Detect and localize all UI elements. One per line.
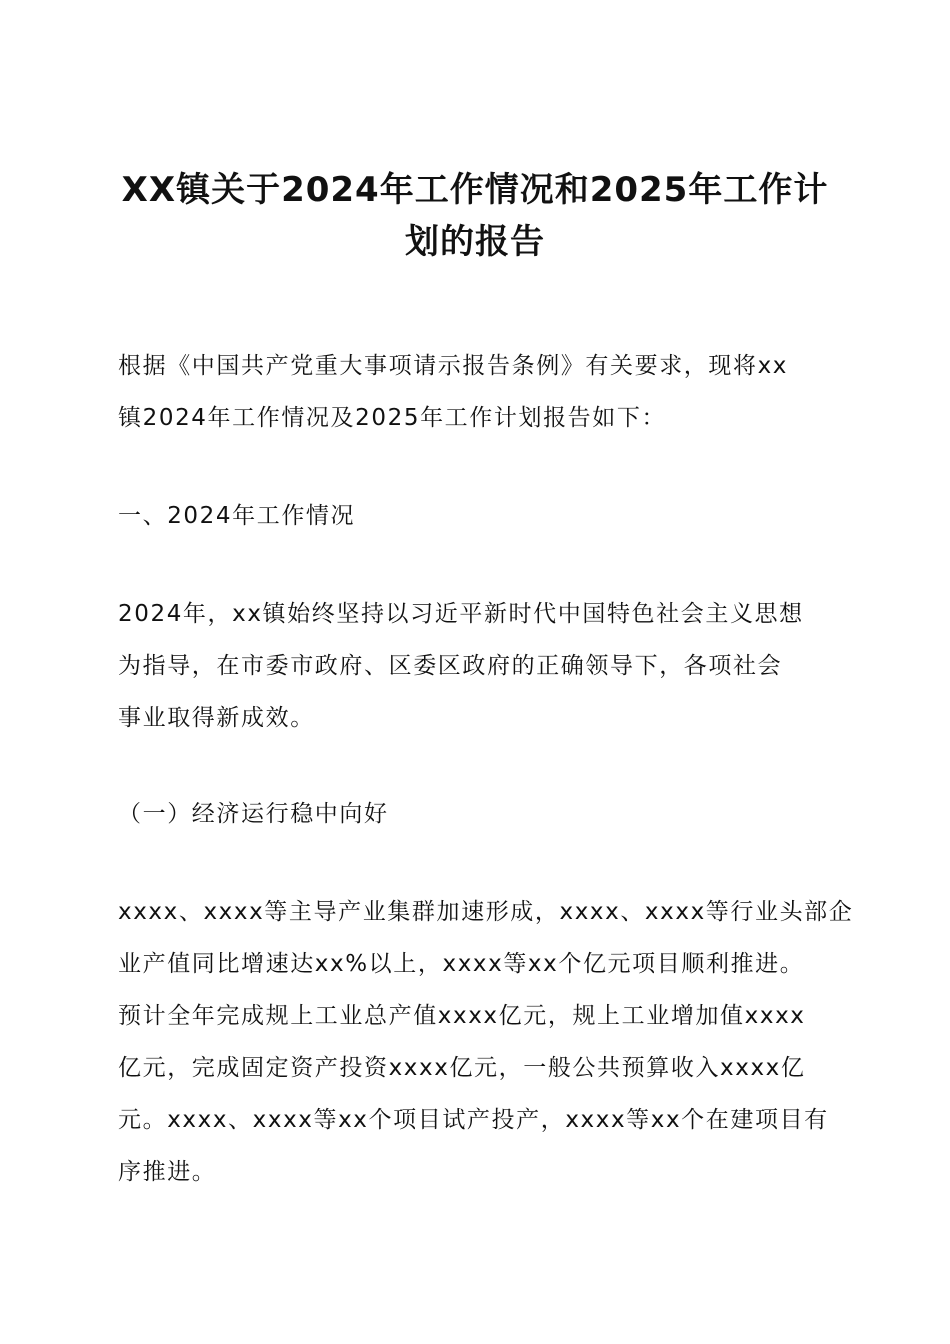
section-one-paragraph [118,588,830,744]
paragraph-line: 镇2024年工作情况及2025年工作计划报告如下： [118,405,667,431]
paragraph-line: 元。xxxx、xxxx等xx个项目试产投产，xxxx等xx个在建项目有 [118,1107,829,1133]
title-line: 划的报告 [405,222,545,262]
paragraph-line: 2024年，xx镇始终坚持以习近平新时代中国特色社会主义思想 [118,601,804,627]
paragraph-line: 业产值同比增速达xx%以上，xxxx等xx个亿元项目顺利推进。 [118,951,805,977]
paragraph-line: xxxx、xxxx等主导产业集群加速形成，xxxx、xxxx等行业头部企 [118,899,854,925]
paragraph-line: 亿元，完成固定资产投资xxxx亿元，一般公共预算收入xxxx亿 [118,1055,806,1081]
title-line: XX镇关于2024年工作情况和2025年工作计 [121,170,829,210]
paragraph-line: 预计全年完成规上工业总产值xxxx亿元，规上工业增加值xxxx [118,1003,806,1029]
paragraph-line: 序推进。 [118,1159,217,1185]
document-title [118,164,832,268]
subsection-one-paragraph [118,886,854,1198]
section-heading: 一、2024年工作情况 [118,503,356,529]
intro-paragraph [118,340,830,444]
paragraph-line: 根据《中国共产党重大事项请示报告条例》有关要求，现将xx [118,353,789,379]
paragraph-line: 为指导，在市委市政府、区委区政府的正确领导下，各项社会 [118,653,783,679]
subsection-heading: （一）经济运行稳中向好 [118,801,389,827]
paragraph-line: 事业取得新成效。 [118,705,315,731]
